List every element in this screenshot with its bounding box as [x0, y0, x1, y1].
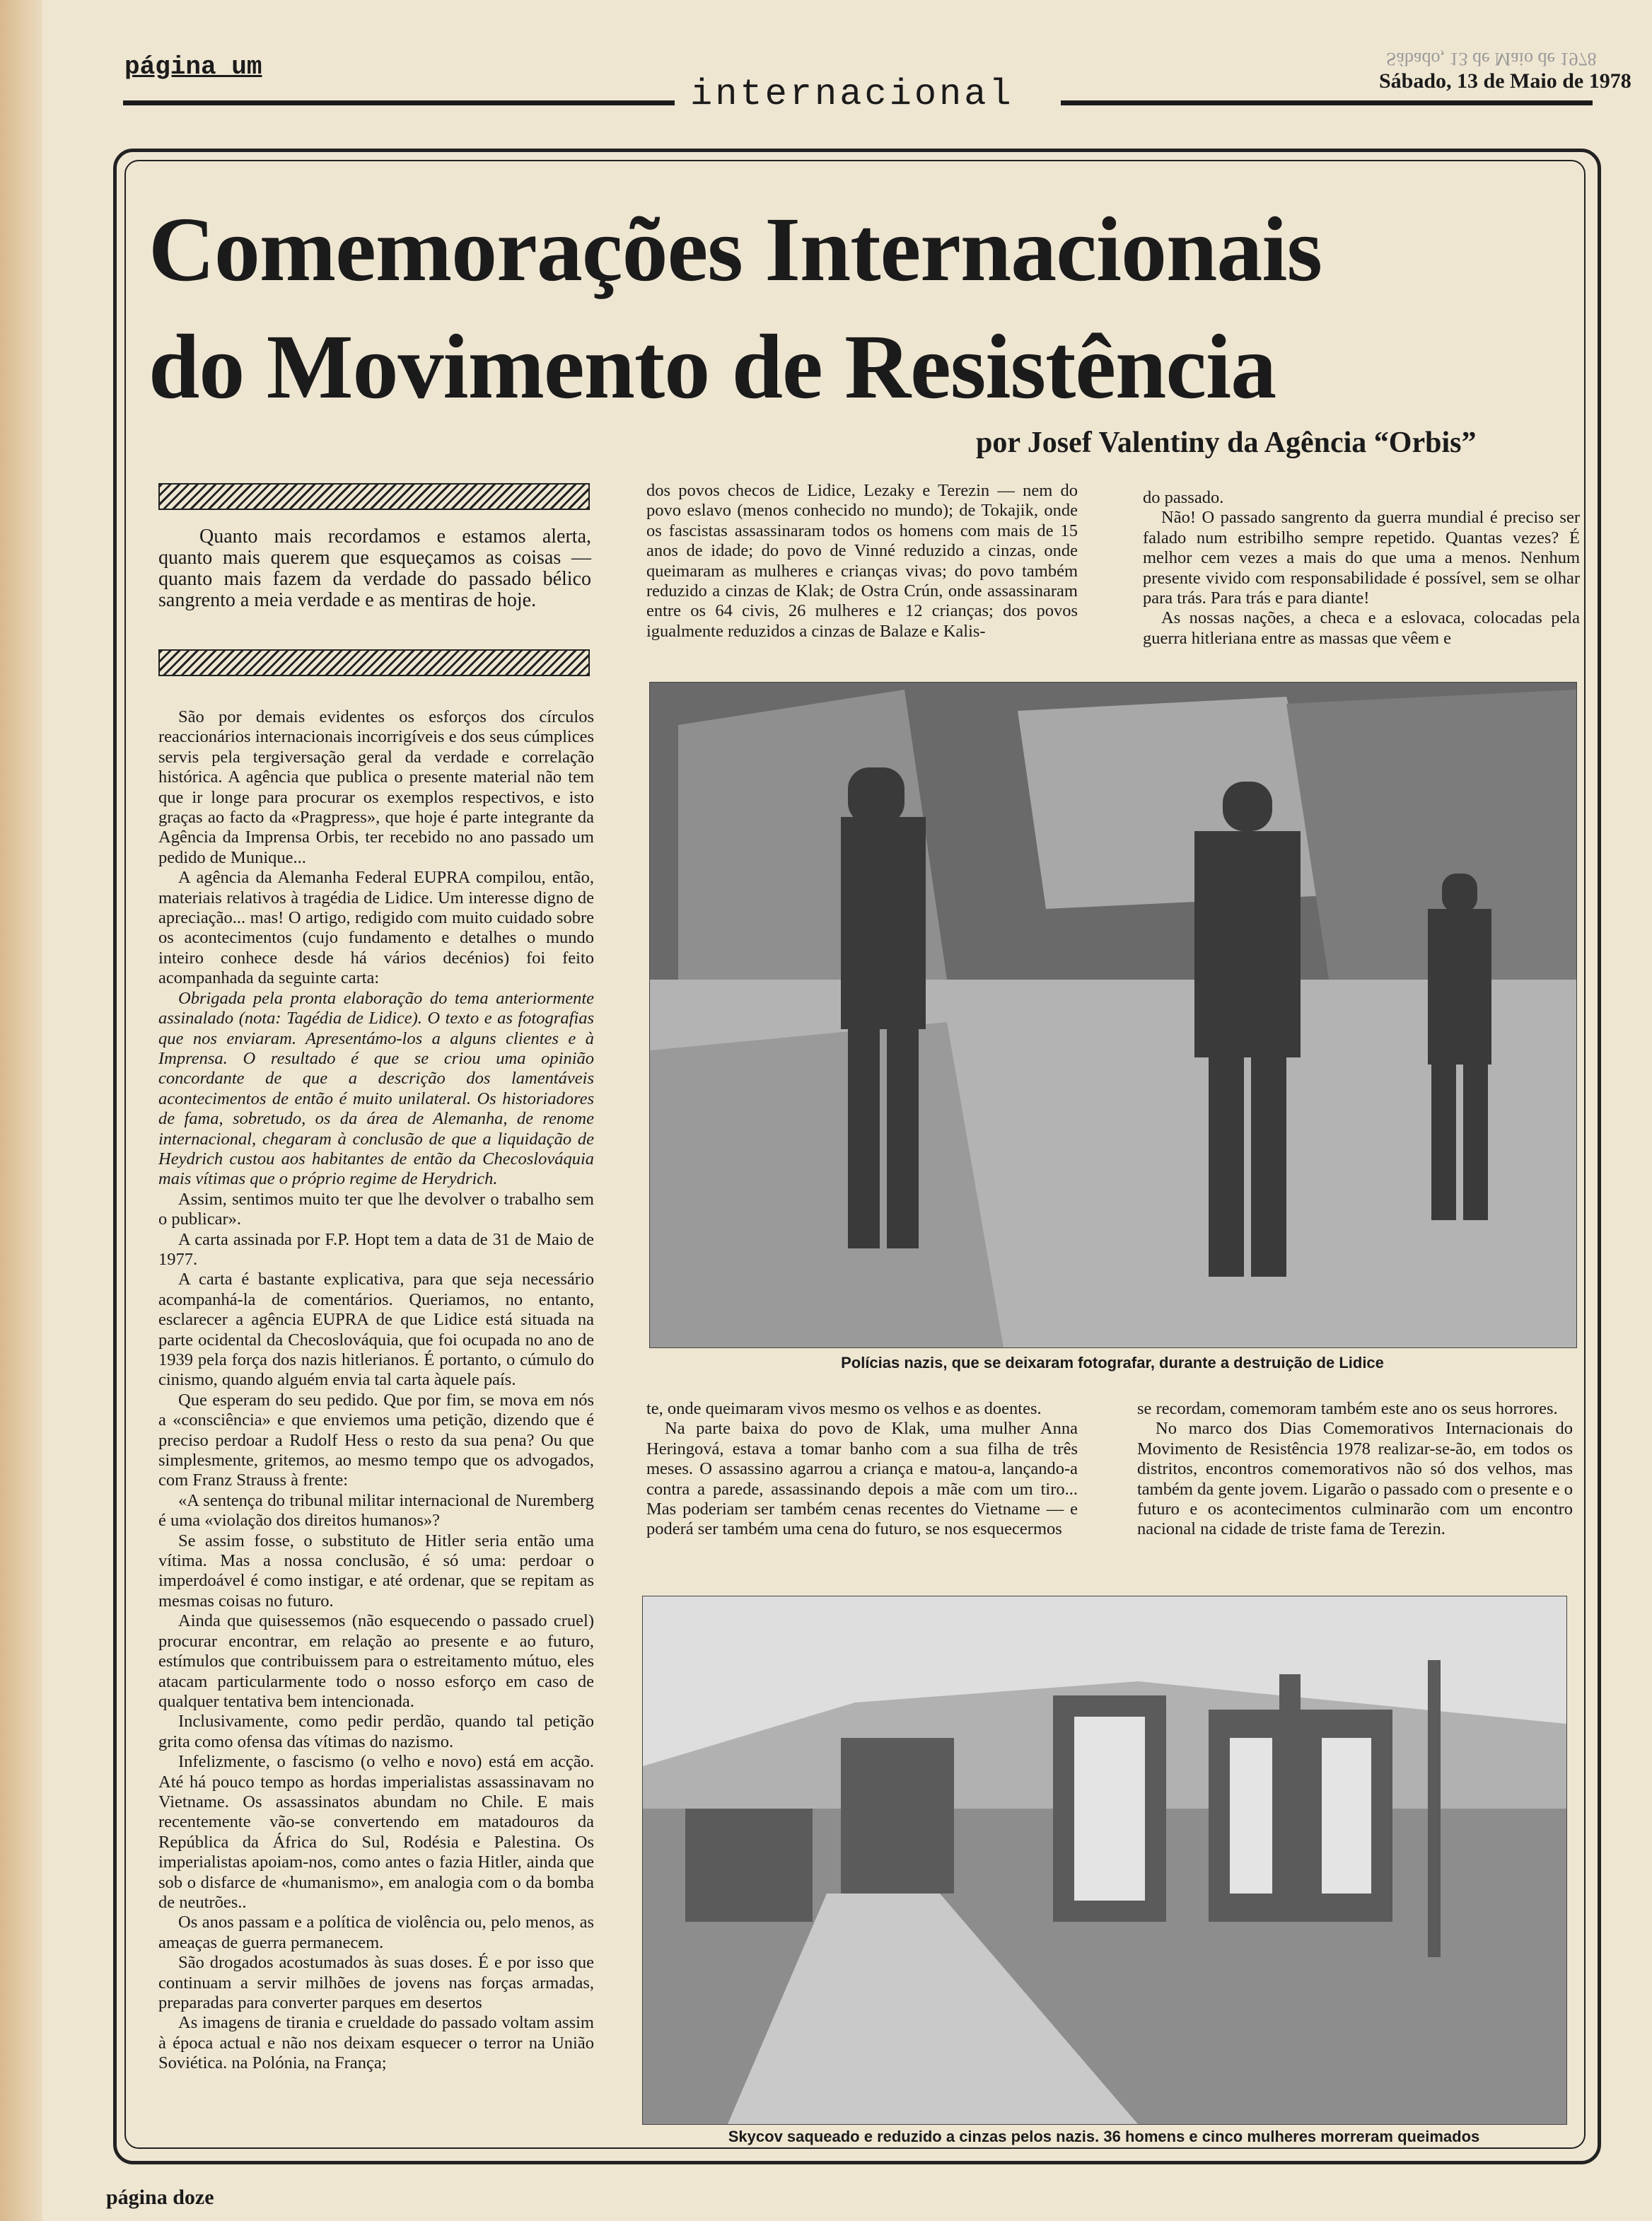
page-footer: página doze: [106, 2186, 214, 2209]
issue-date: Sábado, 13 de Maio de 1978: [1379, 69, 1631, 93]
col1-paragraph: Se assim fosse, o substituto de Hitler seria então uma vítima. Mas a nossa conclusão, é só uma: perdoar o imperdoável é como instigar, e até ordenar, que se repitam as mesmas coisas no futuro.: [158, 1531, 594, 1611]
col2-top-paragraph: dos povos checos de Lidice, Lezaky e Terezin — nem do povo eslavo (menos conhecido no mundo); de Tokajik, onde os fascistas assassinaram todos os homens com mais de 15 anos de idade; do povo de Vinné reduzido a cinzas, onde queimaram as mulheres e crianças vivas; do povo também reduzido a cinzas de Klak; de Ostra Crún, onde assassinaram entre os 64 civis, 26 mulheres e 12 crianças; dos povos igualmente reduzidos a cinzas de Balaze e Kalis-: [646, 481, 1078, 641]
col1-paragraph: A agência da Alemanha Federal EUPRA compilou, então, materiais relativos à tragédia de Lidice. Um interesse digno de apreciação... mas! O artigo, redigido com muito cuidado sobre os acontecimentos (cujo fundamento e detalhes o mundo inteiro conhece desde há vários decénios) foi feito acompanhada da seguinte carta:: [158, 868, 594, 988]
byline: por Josef Valentiny da Agência “Orbis”: [976, 427, 1477, 459]
photo-caption-2: Skycov saqueado e reduzido a cinzas pelos nazis. 36 homens e cinco mulheres morreram queimados: [728, 2128, 1480, 2145]
col1-paragraph: Que esperam do seu pedido. Que por fim, se mova em nós a «consciência» e que enviemos uma petição, dizendo que é preciso perdoar a Rudolf Hess o resto da sua pena? Ou que simplesmente, gritemos, ao mesmo tempo que os advogados, com Franz Strauss à frente:: [158, 1390, 594, 1490]
paper-edge: [0, 0, 42, 2221]
col3-mid-paragraph: se recordam, comemoram também este ano os seus horrores.: [1137, 1399, 1558, 1418]
photo-nazi-police-lidice: [649, 682, 1577, 1348]
col1-paragraph: «A sentença do tribunal militar internacional de Nuremberg é uma «violação dos direitos humanos»?: [158, 1490, 594, 1531]
col1-paragraph: Assim, sentimos muito ter que lhe devolver o trabalho sem o publicar».: [158, 1189, 594, 1229]
photo-skycov-ruins-illustration: [643, 1596, 1566, 2124]
col1-paragraph: A carta é bastante explicativa, para que seja necessário acompanhá-la de comentários. Queriamos, no entanto, esclarecer a agência EUPRA de que Lidice está situada na parte ocidental da Checoslováquia, que foi ocupada no ano de 1939 pela força dos nazis hitlerianos. É portanto, o cúmulo do cinismo, quando alguém envia tal carta àquele país.: [158, 1270, 594, 1390]
section-title: internacional: [690, 74, 1014, 115]
photo-skycov-ruins: [642, 1596, 1567, 2125]
column-3-middle: [1137, 1399, 1573, 1540]
col3-top-paragraph: do passado.: [1143, 488, 1224, 507]
col2-mid-paragraph: te, onde queimaram vivos mesmo os velhos e as doentes.: [646, 1399, 1042, 1418]
intro-paragraph: Quanto mais recordamos e estamos alerta, quanto mais querem que esqueçamos as coisas — quanto mais fazem da verdade do passado bélico sangrento a meia verdade e as mentiras de hoje.: [158, 526, 591, 611]
bleed-through-date: Sábado, 13 de Maio de 1978: [1386, 49, 1597, 69]
column-2-middle: [646, 1399, 1078, 1540]
col1-paragraph: São por demais evidentes os esforços dos círculos reaccionários internacionais incorrigíveis e dos seus cúmplices servis pela tergiversação geral da verdade e correlação histórica. A agência que publica o presente material não tem que ir longe para procurar os exemplos respectivos, e isto graças ao facto da «Pragpress», que hoje é parte integrante da Agência da Imprensa Orbis, ter recebido no ano passado um pedido de Munique...: [158, 707, 594, 867]
column-1: [158, 707, 594, 2074]
col1-paragraph: Ainda que quisessemos (não esquecendo o passado cruel) procurar encontrar, em relação ao presente e ao futuro, estímulos que contribuissem para o estreitamento mútuo, eles atacam particularmente todo o nosso esforço em caso de qualquer tentativa bem intencionada.: [158, 1611, 594, 1711]
headline-line-1: Comemorações Internacionais: [149, 199, 1322, 301]
column-3-top: [1143, 488, 1580, 649]
column-2-top: [646, 481, 1078, 642]
col3-top-paragraph: Não! O passado sangrento da guerra mundial é preciso ser falado num estribilho sempre repetido. Quantas vezes? É melhor cem vezes a mais do que uma a menos. Nenhum presente vivido com responsabilidade é possível, sem se olhar para trás. Para trás e para diante!: [1143, 508, 1580, 608]
hatched-rule-bottom: [158, 649, 590, 676]
col1-quoted-letter: Obrigada pela pronta elaboração do tema anteriormente assinalado (nota: Tagédia de Lidice). O texto e as fotografias que nos enviaram. Apresentámo-los a alguns clientes e à Imprensa. O resultado é que se criou uma opinião concordante de que a descrição dos lamentáveis acontecimentos de então é muito unilateral. Os historiadores de fama, sobretudo, os da área de Alemanha, de renome internacional, chegaram à conclusão de que a liquidação de Heydrich custou aos habitantes de então da Checoslováquia mais vítimas que o próprio regime de Herydrich.: [158, 988, 594, 1189]
section-rule-right: [1061, 100, 1593, 105]
col3-mid-paragraph: No marco dos Dias Comemorativos Internacionais do Movimento de Resistência 1978 realizar-se-ão, em todos os distritos, encontros comemorativos não só dos velhos, mas também da gente jovem. Ligarão o passado com o presente e o futuro e os acontecimentos culminarão com um encontro nacional na cidade de triste fama de Terezin.: [1137, 1419, 1573, 1539]
col1-paragraph: As imagens de tirania e crueldade do passado voltam assim à época actual e não nos deixam esquecer o terror na União Soviética. na Polónia, na França;: [158, 2013, 594, 2073]
col1-paragraph: A carta assinada por F.P. Hopt tem a data de 31 de Maio de 1977.: [158, 1229, 594, 1269]
headline-line-2: do Movimento de Resistência: [149, 316, 1276, 418]
photo-nazi-police-lidice-illustration: [650, 683, 1576, 1347]
photo-caption-1: Polícias nazis, que se deixaram fotografar, durante a destruição de Lidice: [841, 1354, 1384, 1372]
col2-mid-paragraph: Na parte baixa do povo de Klak, uma mulher Anna Heringová, estava a tomar banho com a sua filha de três meses. O assassino agarrou a criança e matou-a, lançando-a contra a parede, assassinando depois a mãe com um tiro... Mas poderiam ser também cenas recentes do Vietname — e poderá ser também uma cena do futuro, se nos esquecermos: [646, 1419, 1078, 1539]
col1-paragraph: Inclusivamente, como pedir perdão, quando tal petição grita como ofensa das vítimas do nazismo.: [158, 1712, 594, 1751]
masthead-page-label: página um: [124, 52, 262, 81]
col1-paragraph: Os anos passam e a política de violência ou, pelo menos, as ameaças de guerra permanecem.: [158, 1913, 594, 1952]
col1-paragraph: Infelizmente, o fascismo (o velho e novo) está em acção. Até há pouco tempo as hordas imperialistas assassinavam no Vietname. Os assassinatos abundam no Chile. E mais recentemente vão-se convertendo em matadouros da República da África do Sul, Rodésia e Palestina. Os imperialistas apoiam-nos, como antes o fazia Hitler, ainda que sob o disfarce de «humanismo», em analogia com o da bomba de neutrões..: [158, 1752, 594, 1912]
col1-paragraph: São drogados acostumados às suas doses. É e por isso que continuam a servir milhões de jovens nas forças armadas, preparadas para converter parques em desertos: [158, 1953, 594, 2012]
section-rule-left: [123, 100, 675, 105]
hatched-rule-top: [158, 483, 590, 510]
col3-top-paragraph: As nossas nações, a checa e a eslovaca, colocadas pela guerra hitleriana entre as massas que vêem e: [1143, 608, 1580, 648]
